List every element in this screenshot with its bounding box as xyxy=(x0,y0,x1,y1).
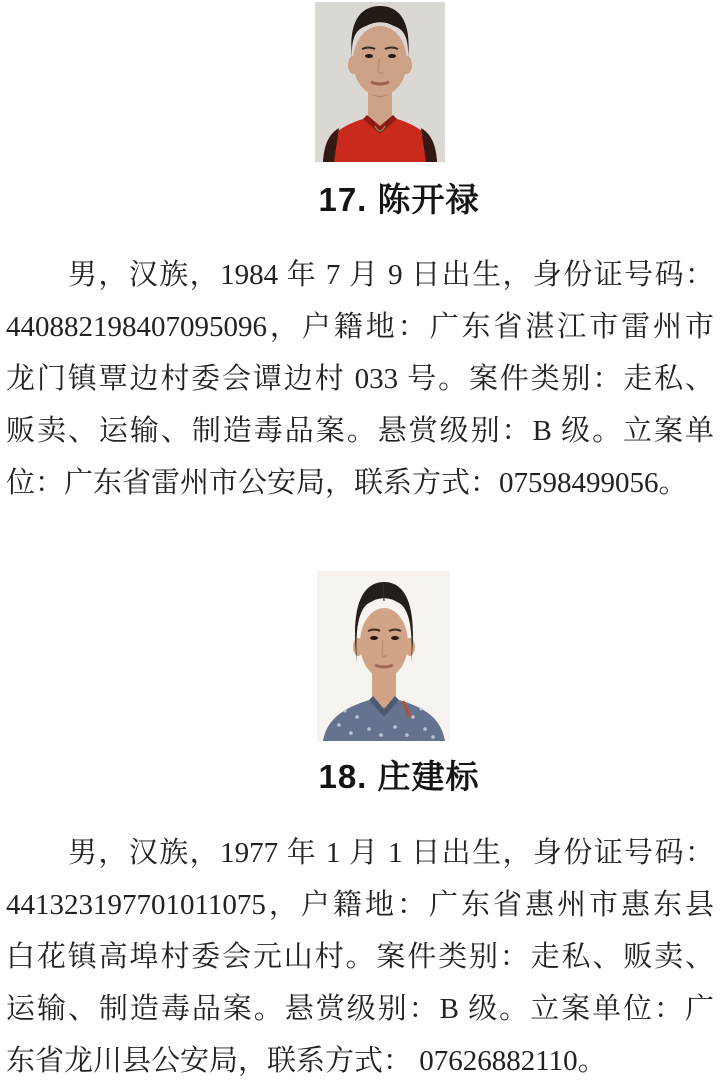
suspect-entry-18 xyxy=(0,571,720,1086)
suspect-details-18 xyxy=(6,827,714,1087)
suspect-photo-17 xyxy=(315,2,445,162)
paragraph-line: 位：广东省雷州市公安局，联系方式：07598499056。 xyxy=(6,467,688,500)
paragraph-line: 440882198407095096，户籍地：广东省湛江市雷州市 xyxy=(6,311,714,344)
suspect-entry-17 xyxy=(0,2,720,509)
paragraph-line: 白花镇高埠村委会元山村。案件类别：走私、贩卖、 xyxy=(6,940,714,973)
suspect-name-17: 17. 陈开禄 xyxy=(318,181,480,218)
suspect-details-17 xyxy=(6,249,714,509)
paragraph-line: 男，汉族，1977 年 1 月 1 日出生，身份证号码： xyxy=(68,836,714,869)
suspect-name-18: 18. 庄建标 xyxy=(318,758,480,796)
paragraph-line: 男，汉族，1984 年 7 月 9 日出生，身份证号码： xyxy=(68,259,714,292)
notice-page xyxy=(0,2,720,1077)
suspect-photo-18-image xyxy=(317,571,450,741)
paragraph-line: 东省龙川县公安局，联系方式： 07626882110。 xyxy=(6,1044,607,1077)
paragraph-line: 贩卖、运输、制造毒品案。悬赏级别：B 级。立案单 xyxy=(6,415,714,448)
paragraph-line: 441323197701011075，户籍地：广东省惠州市惠东县 xyxy=(6,888,714,921)
suspect-photo-18 xyxy=(317,571,450,741)
paragraph-line: 龙门镇覃边村委会谭边村 033 号。案件类别：走私、 xyxy=(6,363,714,396)
paragraph-line: 运输、制造毒品案。悬赏级别：B 级。立案单位：广 xyxy=(6,992,715,1025)
suspect-photo-17-image xyxy=(315,2,445,162)
